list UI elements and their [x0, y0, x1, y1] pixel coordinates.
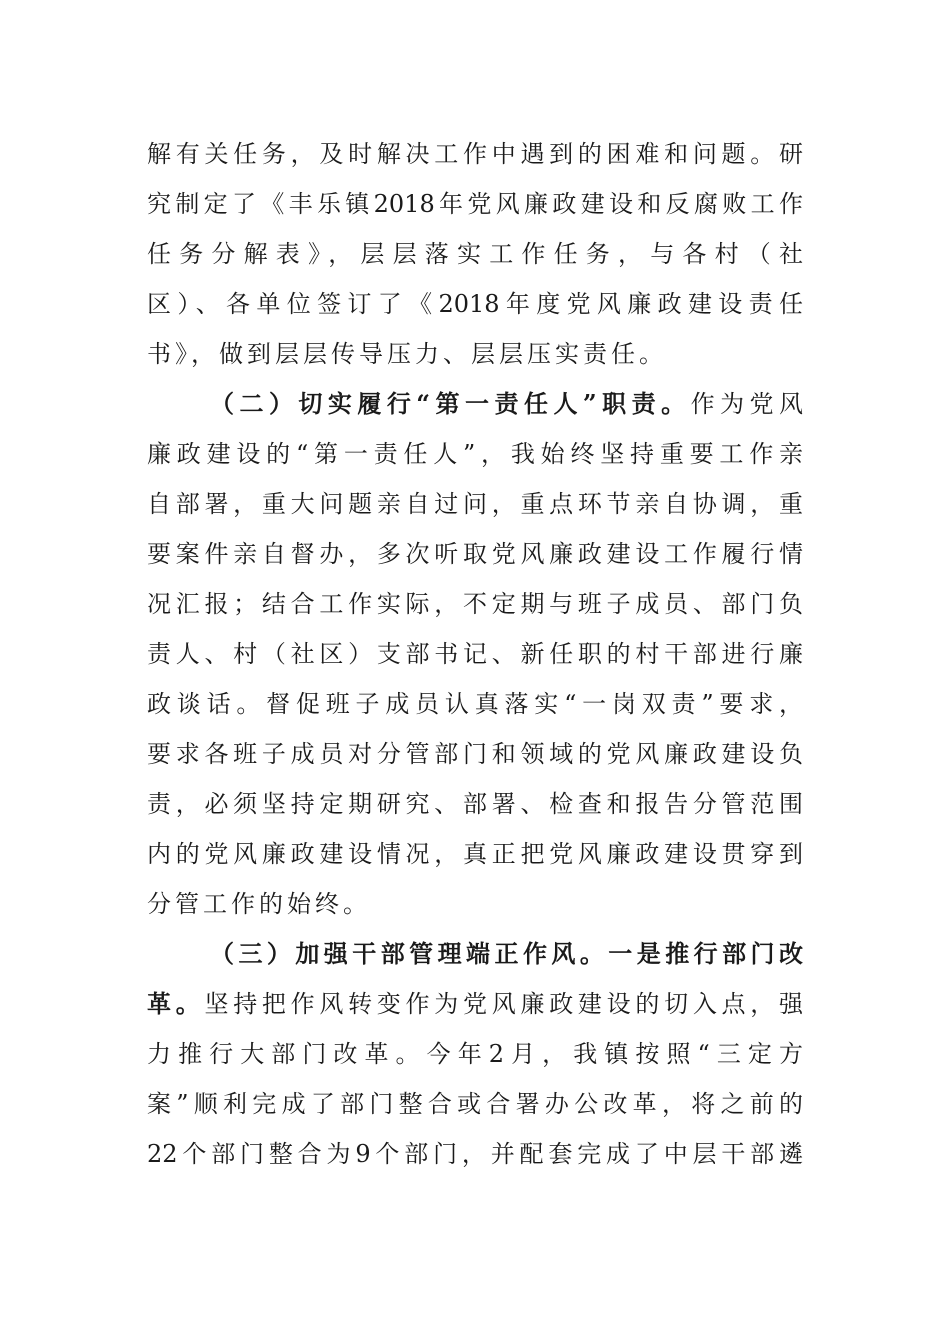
text-line	[147, 534, 803, 574]
section-heading: （三）加强干部管理端正作风。一是推行部门改	[210, 939, 803, 968]
text-segment: 书》，做到层层传导压力、层层压实责任。	[147, 340, 667, 368]
text-line	[147, 484, 803, 524]
text-line	[147, 834, 803, 874]
text-line	[147, 434, 803, 474]
text-line	[147, 134, 803, 174]
text-line	[147, 884, 803, 924]
text-line	[147, 684, 803, 724]
text-segment: 廉政建设的“第一责任人”，我始终坚持重要工作亲	[147, 440, 803, 468]
text-segment: 责，必须坚持定期研究、部署、检查和报告分管范围	[147, 790, 803, 818]
text-segment: 要求各班子成员对分管部门和领域的党风廉政建设负	[147, 740, 803, 768]
text-line	[147, 234, 803, 274]
text-line	[147, 1134, 803, 1174]
text-segment: 自部署，重大问题亲自过问，重点环节亲自协调，重	[147, 490, 803, 518]
text-segment: 22个部门整合为9个部门，并配套完成了中层干部遴	[147, 1140, 803, 1168]
text-segment: 究制定了《丰乐镇2018年党风廉政建设和反腐败工作	[147, 190, 803, 218]
section-heading-line	[210, 384, 803, 424]
text-segment: 区）、各单位签订了《2018年度党风廉政建设责任	[147, 290, 803, 318]
text-line	[147, 734, 803, 774]
text-segment: 责人、村（社区）支部书记、新任职的村干部进行廉	[147, 640, 803, 668]
text-line	[147, 784, 803, 824]
text-line	[147, 334, 803, 374]
text-segment: 解有关任务，及时解决工作中遇到的困难和问题。研	[147, 140, 803, 168]
text-line	[147, 1034, 803, 1074]
text-segment: 要案件亲自督办，多次听取党风廉政建设工作履行情	[147, 540, 803, 568]
text-line	[147, 634, 803, 674]
text-segment: 任务分解表》，层层落实工作任务，与各村（社	[147, 240, 803, 268]
text-line	[147, 184, 803, 224]
subheading: 革。	[147, 989, 205, 1018]
text-segment: 作为党风	[690, 390, 803, 418]
text-segment: 分管工作的始终。	[147, 890, 371, 918]
text-line	[147, 284, 803, 324]
text-segment: 坚持把作风转变作为党风廉政建设的切入点，强	[204, 990, 803, 1018]
section-heading: （二）切实履行“第一责任人”职责。	[210, 389, 691, 418]
text-segment: 政谈话。督促班子成员认真落实“一岗双责”要求，	[147, 690, 803, 718]
text-segment: 内的党风廉政建设情况，真正把党风廉政建设贯穿到	[147, 840, 803, 868]
text-segment: 力推行大部门改革。今年2月，我镇按照“三定方	[147, 1040, 803, 1068]
text-segment: 案”顺利完成了部门整合或合署办公改革，将之前的	[147, 1090, 803, 1118]
text-line	[147, 984, 803, 1024]
text-segment: 况汇报；结合工作实际，不定期与班子成员、部门负	[147, 590, 803, 618]
text-line	[147, 1084, 803, 1124]
section-heading-line	[210, 934, 803, 974]
text-line	[147, 584, 803, 624]
